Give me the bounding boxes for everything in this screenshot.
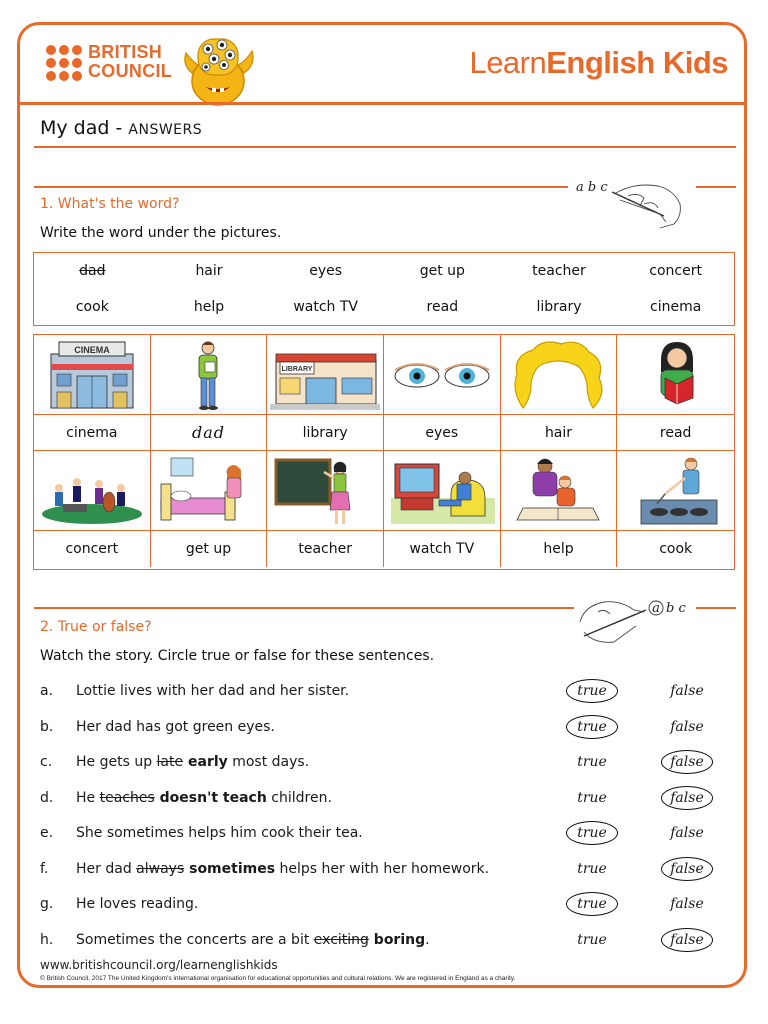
library-picture-icon bbox=[270, 338, 380, 412]
picture-label-cell bbox=[267, 531, 384, 567]
logo-line2: COUNCIL bbox=[88, 61, 173, 81]
sentence-struck: always bbox=[136, 860, 185, 877]
sentence-struck: late bbox=[156, 754, 184, 770]
word-bank-item: get up bbox=[419, 263, 465, 279]
sentence-struck: teaches bbox=[99, 789, 155, 806]
word-bank-item: eyes bbox=[309, 263, 343, 279]
picture-label-cell bbox=[34, 415, 151, 451]
dad-picture-icon bbox=[153, 338, 263, 412]
picture-label-cell bbox=[617, 415, 734, 451]
true-false-item bbox=[40, 928, 740, 954]
picture-cell bbox=[617, 451, 734, 531]
true-option[interactable]: true bbox=[577, 931, 607, 948]
footer-url[interactable]: www.britishcouncil.org/learnenglishkids bbox=[40, 958, 278, 972]
item-letter: b. bbox=[40, 718, 54, 735]
item-sentence bbox=[76, 719, 275, 735]
word-bank-item: dad bbox=[79, 263, 106, 279]
sentence-before: He loves reading. bbox=[76, 896, 199, 912]
picture-label: hair bbox=[544, 424, 573, 441]
true-false-item bbox=[40, 857, 740, 883]
sentence-before: He gets up bbox=[76, 754, 157, 770]
teacher-picture-icon bbox=[270, 454, 380, 528]
true-false-item bbox=[40, 750, 740, 776]
section2-divider-right bbox=[696, 607, 736, 609]
picture-label: library bbox=[302, 424, 348, 441]
sentence-after: helps her with her homework. bbox=[275, 860, 490, 877]
word-bank bbox=[33, 252, 735, 326]
item-letter: e. bbox=[40, 825, 54, 841]
false-option[interactable]: false bbox=[670, 718, 704, 735]
section2-instruction: Watch the story. Circle true or false for these sentences. bbox=[40, 648, 435, 664]
word-bank-item: cinema bbox=[650, 299, 702, 315]
picture-cell bbox=[617, 335, 734, 415]
true-false-item bbox=[40, 679, 740, 705]
picture-label-cell bbox=[384, 531, 501, 567]
picture-label-cell bbox=[501, 415, 618, 451]
header bbox=[20, 25, 744, 103]
picture-cell bbox=[151, 451, 268, 531]
section1-instruction: Write the word under the pictures. bbox=[40, 225, 282, 241]
false-option[interactable]: false bbox=[670, 896, 704, 912]
picture-cell bbox=[267, 335, 384, 415]
sentence-after: . bbox=[425, 931, 430, 948]
picture-label-cell bbox=[384, 415, 501, 451]
logo-line1: BRITISH bbox=[88, 42, 163, 62]
word-bank-item: concert bbox=[649, 263, 702, 279]
sentence-before: He bbox=[76, 789, 100, 806]
read-picture-icon bbox=[621, 338, 731, 412]
item-letter: h. bbox=[40, 931, 54, 948]
sentence-correction: boring bbox=[368, 931, 426, 948]
true-option[interactable]: true bbox=[577, 789, 607, 806]
word-bank-item: library bbox=[536, 299, 582, 315]
picture-cell bbox=[267, 451, 384, 531]
item-sentence bbox=[76, 896, 198, 912]
eyes-picture-icon bbox=[387, 338, 497, 412]
title-answers: ANSWERS bbox=[128, 122, 203, 138]
word-bank-item: read bbox=[426, 299, 459, 315]
item-letter: c. bbox=[40, 754, 53, 770]
picture-label-cell bbox=[617, 531, 734, 567]
picture-label: concert bbox=[65, 541, 119, 557]
footer-legal: © British Council, 2017 The United Kingdom's international organisation for educational opportunities and cultural relations. We are registered in England as a charity. bbox=[40, 975, 516, 982]
false-option[interactable]: false bbox=[670, 825, 704, 841]
watch-tv-picture-icon bbox=[387, 454, 497, 528]
cinema-sign: CINEMA bbox=[74, 344, 110, 355]
picture-label-handwritten: dad bbox=[191, 423, 225, 442]
item-letter: g. bbox=[40, 896, 54, 912]
picture-label-cell bbox=[151, 415, 268, 451]
true-false-item bbox=[40, 821, 740, 847]
sentence-before: Her dad has got green eyes. bbox=[76, 718, 275, 735]
picture-label: help bbox=[543, 541, 574, 557]
section2-heading: 2. True or false? bbox=[40, 619, 152, 635]
false-option[interactable]: false bbox=[661, 928, 713, 952]
title-main: My dad - bbox=[40, 117, 129, 139]
word-bank-item: hair bbox=[195, 263, 223, 279]
section1-heading: 1. What's the word? bbox=[40, 196, 180, 212]
picture-label: cook bbox=[659, 541, 693, 557]
word-bank-item: help bbox=[193, 299, 225, 315]
abc-letters: b c bbox=[666, 601, 686, 616]
picture-cell bbox=[34, 335, 151, 415]
sentence-before: Sometimes the concerts are a bit bbox=[76, 931, 314, 948]
picture-cell bbox=[151, 335, 268, 415]
false-option[interactable]: false bbox=[661, 786, 713, 810]
word-bank-item: watch TV bbox=[293, 299, 358, 315]
true-option[interactable]: true bbox=[566, 892, 618, 916]
true-option[interactable]: true bbox=[566, 715, 618, 739]
picture-cell bbox=[384, 335, 501, 415]
true-false-item bbox=[40, 786, 740, 812]
section1-divider-left bbox=[34, 186, 568, 188]
logo-english-kids: English Kids bbox=[546, 45, 728, 80]
sentence-correction: sometimes bbox=[184, 860, 276, 877]
picture-cell bbox=[34, 451, 151, 531]
concert-picture-icon bbox=[37, 454, 147, 528]
picture-cell bbox=[501, 451, 618, 531]
item-sentence bbox=[76, 683, 349, 699]
writing-hand-circle-icon bbox=[574, 592, 692, 652]
sentence-before: Lottie lives with her dad and her sister. bbox=[76, 683, 350, 699]
british-council-dots-icon bbox=[46, 45, 82, 81]
picture-grid bbox=[33, 334, 735, 570]
picture-cell bbox=[501, 335, 618, 415]
item-sentence bbox=[76, 754, 309, 770]
monster-mascot-icon bbox=[178, 31, 260, 109]
sentence-after: children. bbox=[266, 789, 332, 806]
help-picture-icon bbox=[503, 454, 613, 528]
false-option[interactable]: false bbox=[670, 683, 704, 699]
true-false-item bbox=[40, 892, 740, 918]
worksheet-title bbox=[40, 117, 202, 145]
true-option[interactable]: true bbox=[577, 754, 607, 770]
false-option[interactable]: false bbox=[661, 750, 713, 774]
section2-divider-left bbox=[34, 607, 574, 609]
picture-label: get up bbox=[185, 541, 232, 557]
picture-label: teacher bbox=[298, 541, 352, 557]
picture-label-cell bbox=[34, 531, 151, 567]
picture-label-cell bbox=[151, 531, 268, 567]
item-letter: d. bbox=[40, 789, 54, 806]
logo-learn: Learn bbox=[469, 45, 547, 80]
picture-label-cell bbox=[501, 531, 618, 567]
sentence-before: She sometimes helps him cook their tea. bbox=[76, 825, 363, 841]
writing-hand-icon bbox=[574, 178, 692, 234]
abc-letters: a b c bbox=[576, 180, 608, 195]
sentence-correction: early bbox=[183, 754, 228, 770]
cinema-picture-icon bbox=[37, 338, 147, 412]
british-council-logo bbox=[46, 43, 196, 83]
word-bank-item: teacher bbox=[532, 263, 586, 279]
picture-label: eyes bbox=[425, 424, 459, 441]
item-sentence bbox=[76, 861, 489, 877]
true-option[interactable]: true bbox=[577, 860, 607, 877]
picture-label: watch TV bbox=[409, 541, 475, 557]
get-up-picture-icon bbox=[153, 454, 263, 528]
item-letter: f. bbox=[40, 860, 49, 877]
learnenglish-kids-logo bbox=[469, 45, 728, 81]
item-letter: a. bbox=[40, 683, 54, 699]
true-false-item bbox=[40, 715, 740, 741]
picture-cell bbox=[384, 451, 501, 531]
false-option[interactable]: false bbox=[661, 857, 713, 881]
picture-label: read bbox=[659, 424, 692, 441]
sentence-struck: exciting bbox=[313, 931, 369, 948]
library-sign: LIBRARY bbox=[281, 365, 313, 373]
sentence-correction: doesn't teach bbox=[154, 789, 267, 806]
word-bank-item: cook bbox=[75, 299, 109, 315]
title-divider bbox=[34, 146, 736, 148]
item-sentence bbox=[76, 790, 332, 806]
sentence-after: most days. bbox=[227, 754, 310, 770]
picture-label-cell bbox=[267, 415, 384, 451]
hair-picture-icon bbox=[503, 338, 613, 412]
sentence-before: Her dad bbox=[76, 860, 137, 877]
item-sentence bbox=[76, 825, 363, 841]
picture-label: cinema bbox=[66, 424, 118, 441]
true-option[interactable]: true bbox=[566, 821, 618, 845]
cook-picture-icon bbox=[621, 454, 731, 528]
header-divider bbox=[20, 102, 744, 105]
section1-divider-right bbox=[696, 186, 736, 188]
circled-a-letter: a bbox=[652, 601, 660, 616]
true-option[interactable]: true bbox=[566, 679, 618, 703]
item-sentence bbox=[76, 932, 430, 948]
